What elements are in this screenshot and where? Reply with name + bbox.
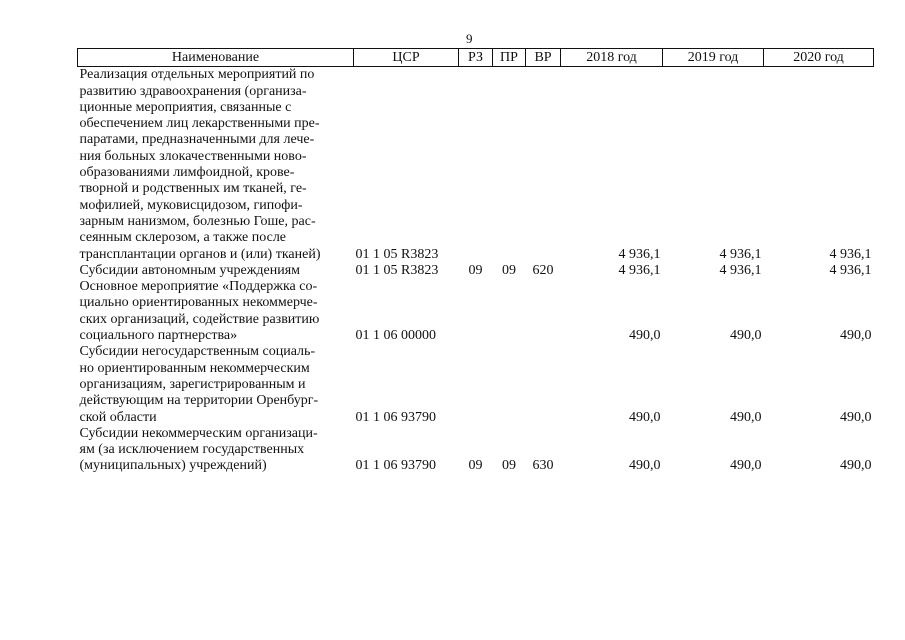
cell-2020: 490,0 — [840, 328, 872, 344]
page-number: 9 — [466, 31, 473, 46]
name-line: паратами, предназначенными для лече- — [79, 132, 315, 148]
name-line: циально ориентированных некоммерче- — [79, 295, 318, 311]
cell-2019: 4 936,1 — [719, 246, 762, 262]
name-line: организациям, зарегистрированным и — [79, 376, 306, 392]
name-line: Субсидии негосударственным социаль- — [79, 344, 316, 360]
name-line: образованиями лимфоидной, крове- — [79, 165, 295, 181]
cell-rz — [459, 344, 493, 425]
cell-2020: 4 936,1 — [829, 246, 872, 262]
cell-rz — [459, 67, 493, 263]
name-line: но ориентированным некоммерческим — [79, 360, 310, 376]
header-name: Наименование — [78, 49, 354, 67]
name-line: ских организаций, содействие развитию — [79, 311, 320, 327]
header-pr: ПР — [493, 49, 526, 67]
cell-2019: 490,0 — [730, 328, 762, 344]
table-row — [78, 263, 874, 279]
cell-name — [78, 263, 354, 279]
header-csr: ЦСР — [354, 49, 459, 67]
cell-pr — [493, 279, 526, 344]
cell-name — [78, 426, 354, 475]
cell-2020: 490,0 — [840, 409, 872, 425]
cell-2018: 490,0 — [629, 409, 661, 425]
name-line: развитию здравоохранения (организа- — [79, 83, 307, 99]
cell-vr — [526, 67, 561, 263]
name-line: трансплантации органов и (или) тканей) — [79, 246, 321, 262]
cell-rz — [459, 279, 493, 344]
cell-vr — [526, 344, 561, 425]
table-body — [78, 67, 874, 475]
header-rz: РЗ — [459, 49, 493, 67]
budget-table — [77, 48, 874, 475]
cell-csr: 01 1 05 R3823 — [355, 246, 439, 262]
cell-2020: 4 936,1 — [829, 262, 872, 278]
cell-rz: 09 — [468, 262, 483, 278]
cell-name — [78, 344, 354, 425]
cell-rz: 09 — [468, 458, 483, 474]
name-line: ской области — [79, 409, 157, 425]
cell-pr — [493, 344, 526, 425]
header-2019: 2019 год — [663, 49, 764, 67]
cell-csr: 01 1 05 R3823 — [355, 262, 439, 278]
name-line: социального партнерства» — [79, 328, 238, 344]
cell-2020: 490,0 — [840, 458, 872, 474]
name-line: Основное мероприятие «Поддержка со- — [79, 279, 318, 295]
cell-csr: 01 1 06 93790 — [355, 458, 436, 474]
table-header — [78, 49, 874, 67]
name-line: обеспечением лиц лекарственными пре- — [79, 116, 320, 132]
table-row — [78, 426, 874, 475]
cell-pr — [493, 67, 526, 263]
cell-csr: 01 1 06 93790 — [355, 409, 436, 425]
name-line: ционные мероприятия, связанные с — [79, 99, 292, 115]
name-line: Субсидии некоммерческим организаци- — [79, 425, 318, 441]
cell-vr — [526, 279, 561, 344]
header-2020: 2020 год — [764, 49, 874, 67]
name-line: зарным нанизмом, болезнью Гоше, рас- — [79, 213, 316, 229]
cell-name — [78, 279, 354, 344]
name-line: ям (за исключением государственных — [79, 442, 305, 458]
header-vr: ВР — [526, 49, 561, 67]
cell-csr: 01 1 06 00000 — [355, 328, 436, 344]
cell-2019: 490,0 — [730, 409, 762, 425]
name-line: сеянным склерозом, а также после — [79, 230, 287, 246]
name-line: ния больных злокачественными ново- — [79, 148, 307, 164]
cell-2018: 4 936,1 — [618, 246, 661, 262]
table-row — [78, 344, 874, 425]
cell-pr: 09 — [502, 262, 516, 278]
cell-2019: 4 936,1 — [719, 262, 762, 278]
name-line: Реализация отдельных мероприятий по — [79, 67, 315, 83]
cell-2018: 4 936,1 — [618, 262, 661, 278]
cell-vr: 630 — [532, 458, 554, 474]
name-line: творной и родственных им тканей, ге- — [79, 181, 307, 197]
name-line: Субсидии автономным учреждениям — [79, 262, 301, 278]
table-row — [78, 279, 874, 344]
header-2018: 2018 год — [561, 49, 663, 67]
cell-2018: 490,0 — [629, 458, 661, 474]
cell-pr: 09 — [502, 458, 516, 474]
name-line: мофилией, муковисцидозом, гипофи- — [79, 197, 303, 213]
name-line: (муниципальных) учреждений) — [79, 458, 267, 474]
cell-name — [78, 67, 354, 263]
cell-2019: 490,0 — [730, 458, 762, 474]
table-row — [78, 67, 874, 263]
cell-2018: 490,0 — [629, 328, 661, 344]
cell-vr: 620 — [532, 262, 554, 278]
name-line: действующим на территории Оренбург- — [79, 393, 319, 409]
